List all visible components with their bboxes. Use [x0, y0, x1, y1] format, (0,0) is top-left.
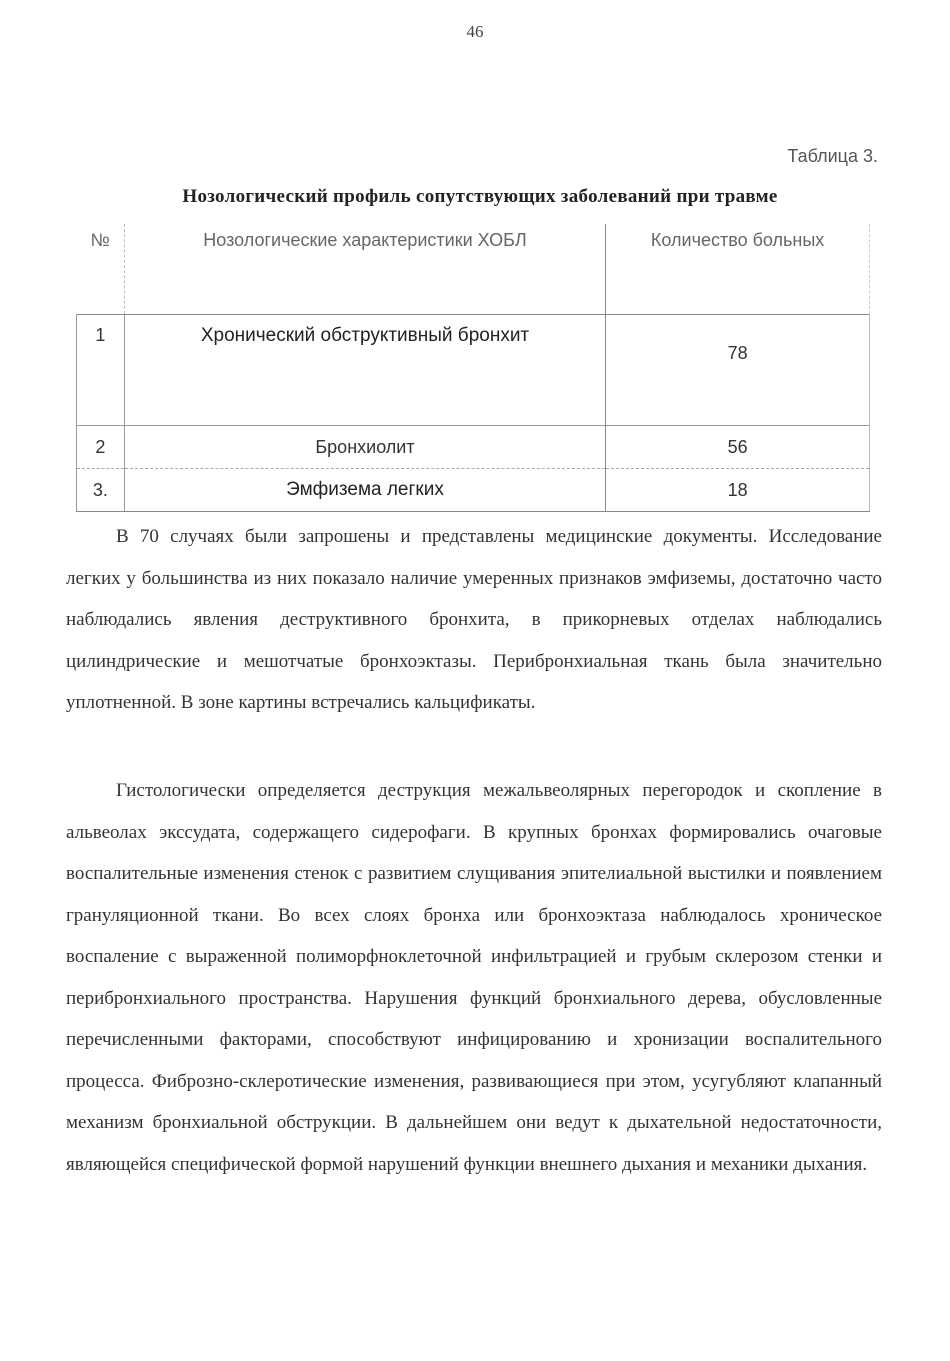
table-title: Нозологический профиль сопутствующих заболеваний при травме	[182, 186, 778, 207]
table-label: Таблица 3.	[787, 146, 878, 166]
header-name: Нозологические характеристики ХОБЛ	[124, 224, 605, 315]
row-no: 3.	[77, 469, 125, 512]
table-row	[77, 426, 870, 469]
table-row	[77, 469, 870, 512]
paragraph: В 70 случаях были запрошены и представлены медицинские документы. Исследование легких у большинства из них показало наличие умеренных признаков эмфиземы, достаточно часто наблюдались явления деструктивного бронхита, в прикорневых отделах наблюдались цилиндрические и мешотчатые бронхоэктазы. Перибронхиальная ткань была значительно уплотненной. В зоне картины встречались кальцификаты.	[66, 526, 882, 713]
row-count: 18	[606, 469, 870, 512]
table-body	[77, 315, 870, 512]
row-name: Бронхиолит	[124, 426, 605, 469]
row-no: 1	[77, 315, 125, 426]
table-row	[77, 315, 870, 426]
row-no: 2	[77, 426, 125, 469]
header-no: №	[90, 230, 110, 250]
row-name: Хронический обструктивный бронхит	[124, 315, 605, 426]
table-header-row	[77, 224, 870, 315]
paragraph: Гистологически определяется деструкция межальвеолярных перегородок и скопление в альвеолах экссудата, содержащего сидерофаги. В крупных бронхах формировались очаговые воспалительные изменения стенок с развитием слущивания эпителиальной выстилки и появлением грануляционной ткани. Во всех слоях бронха или бронхоэктаза наблюдалось хроническое воспаление с выраженной полиморфноклеточной инфильтрацией и грубым склерозом стенки и перибронхиального пространства. Нарушения функций бронхиального дерева, обусловленные перечисленными факторами, способствуют инфицированию и хронизации воспалительного процесса. Фиброзно-склеротические изменения, развивающиеся при этом, усугубляют клапанный механизм бронхиальной обструкции. В дальнейшем они ведут к дыхательной недостаточности, являющейся специфической формой нарушений функции внешнего дыхания и механики дыхания.	[66, 780, 882, 1175]
table-header	[77, 224, 870, 315]
header-count: Количество больных	[606, 224, 870, 315]
nosology-table	[76, 224, 870, 512]
row-count: 56	[606, 426, 870, 469]
page-number: 46	[466, 22, 484, 41]
row-name: Эмфизема легких	[124, 469, 605, 512]
row-count: 78	[606, 315, 870, 426]
